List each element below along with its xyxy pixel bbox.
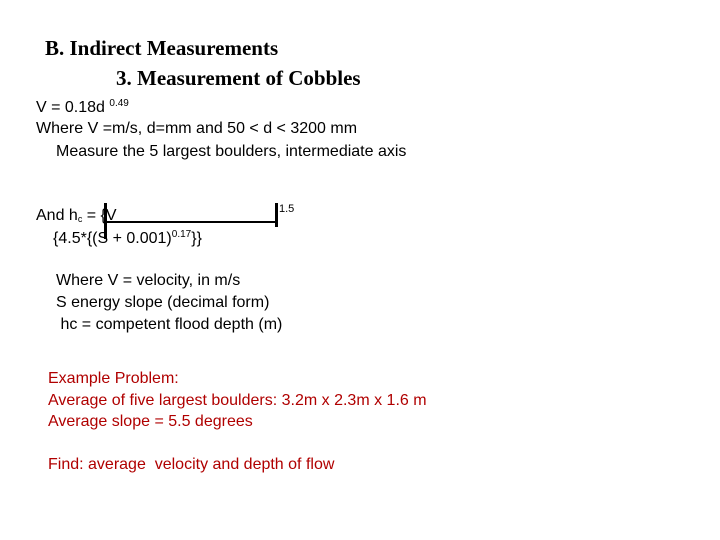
definition-slope: S energy slope (decimal form) [56,294,270,311]
depth-formula-den-start: {4.5*{(S + 0.001) [53,230,172,247]
depth-formula-prefix: And h [36,207,78,224]
definition-velocity: Where V = velocity, in m/s [56,272,241,289]
depth-formula-den-end: }} [191,230,202,247]
depth-formula-outer-exponent: 1.5 [279,203,295,215]
slide-title: B. Indirect Measurements [45,36,279,60]
depth-formula-numerator [36,208,117,224]
bracket-right-bar [275,203,278,227]
definition-depth: hc = competent flood depth (m) [56,316,283,333]
example-boulders: Average of five largest boulders: 3.2m x 2.3m x 1.6 m [48,392,427,409]
depth-formula-eq: = {V [82,207,117,224]
example-title: Example Problem: [48,370,179,387]
slide-subtitle: 3. Measurement of Cobbles [116,66,361,90]
depth-formula-denominator [53,230,202,247]
depth-formula-subscript: c [77,214,83,224]
units-note: Where V =m/s, d=mm and 50 < d < 3200 mm [36,120,358,137]
example-find: Find: average velocity and depth of flow [48,456,335,473]
example-slope: Average slope = 5.5 degrees [48,413,253,430]
velocity-formula [36,99,129,116]
velocity-formula-lhs: V = 0.18d [36,99,110,116]
measure-note: Measure the 5 largest boulders, intermediate axis [56,143,407,160]
depth-formula-den-exponent: 0.17 [171,229,192,240]
fraction-bar [104,221,278,223]
velocity-formula-exponent: 0.49 [109,98,129,109]
